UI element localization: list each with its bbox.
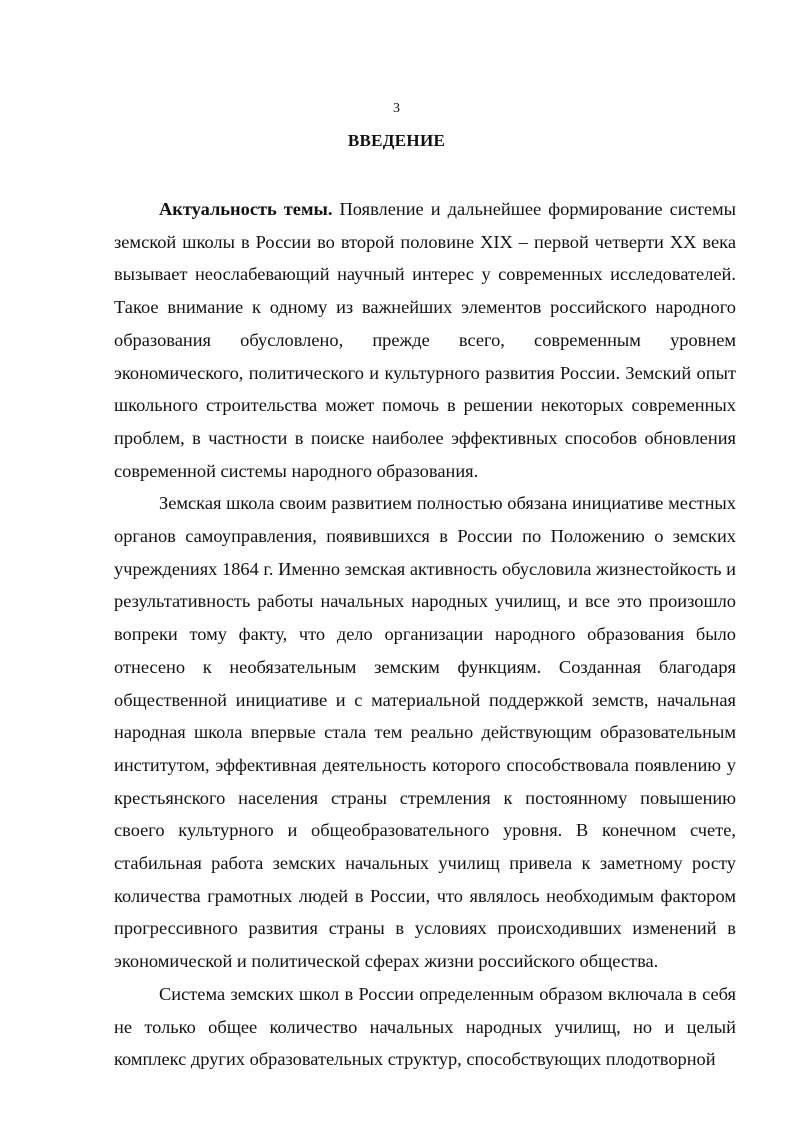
page-number: 3 <box>393 101 400 116</box>
paragraph-school-system: Система земских школ в России определенным образом включала в себя не только общее количество начальных народных училищ, но и целый комплекс других образовательных структур, способствующих плодотворной <box>114 983 736 1070</box>
paragraph-lead: Актуальность темы. <box>159 199 333 219</box>
body-text <box>114 193 736 1076</box>
paragraph-relevance <box>114 193 736 487</box>
paragraph-text: Появление и дальнейшее формирование системы земской школы в России во второй половине XIX – первой четверти XX века вызывает неослабевающий научный интерес у современных исследователей. Такое внимание к одному из важнейших элементов российского народного образования обусловлено, прежде всего, современным уровнем экономического, политического и культурного развития России. Земский опыт школьного строительства может помочь в решении некоторых современных проблем, в частности в поиске наиболее эффективных способов обновления современной системы народного образования. <box>114 199 736 481</box>
page-title: ВВЕДЕНИЕ <box>347 131 446 150</box>
paragraph-zemstvo-school: Земская школа своим развитием полностью обязана инициативе местных органов самоуправления, появившихся в России по Положению о земских учреждениях 1864 г. Именно земская активность обусловила жизнестойкость и результативность работы начальных народных училищ, и все это произошло вопреки тому факту, что дело организации народного образования было отнесено к необязательным земским функциям. Созданная благодаря общественной инициативе и с материальной поддержкой земств, начальная народная школа впервые стала тем реально действующим образовательным институтом, эффективная деятельность которого способствовала появлению у крестьянского населения страны стремления к постоянному повышению своего культурного и общеобразовательного уровня. В конечном счете, стабильная работа земских начальных училищ привела к заметному росту количества грамотных людей в России, что являлось необходимым фактором прогрессивного развития страны в условиях происходивших изменений в экономической и политической сферах жизни российского общества. <box>114 493 736 972</box>
